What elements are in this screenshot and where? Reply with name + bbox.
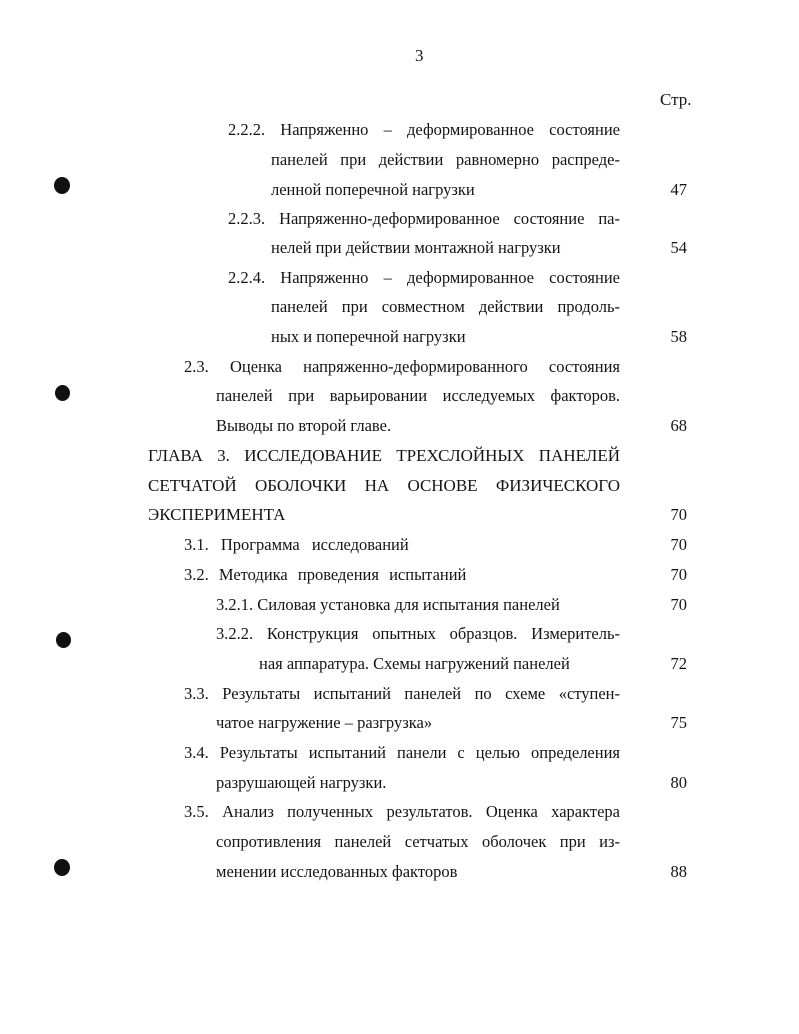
punch-hole-mark xyxy=(54,859,70,876)
chapter-heading-line: ГЛАВА 3. ИССЛЕДОВАНИЕ ТРЕХСЛОЙНЫХ ПАНЕЛЕЙ xyxy=(148,446,620,465)
toc-line: 3.3. Результаты испытаний панелей по схеме «ступен- xyxy=(184,684,620,703)
toc-line: ленной поперечной нагрузки xyxy=(271,180,475,199)
page-column-label: Стр. xyxy=(660,90,692,109)
toc-page-number: 70 xyxy=(670,505,687,524)
toc-line: 3.2.1. Силовая установка для испытания панелей xyxy=(216,595,560,614)
toc-page-number: 54 xyxy=(670,238,687,257)
toc-line: разрушающей нагрузки. xyxy=(216,773,387,792)
toc-line: менении исследованных факторов xyxy=(216,862,458,881)
punch-hole-mark xyxy=(54,177,70,194)
toc-page-number: 70 xyxy=(670,535,687,554)
toc-page-number: 70 xyxy=(670,565,687,584)
toc-line: 2.2.3. Напряженно-деформированное состояние па- xyxy=(228,209,620,228)
page-number: 3 xyxy=(415,46,424,65)
toc-line: нелей при действии монтажной нагрузки xyxy=(271,238,561,257)
toc-line: 3.2.2. Конструкция опытных образцов. Измеритель- xyxy=(216,624,620,643)
toc-line: Выводы по второй главе. xyxy=(216,416,392,435)
chapter-heading-line: ЭКСПЕРИМЕНТА xyxy=(148,505,286,524)
toc-page-number: 68 xyxy=(670,416,687,435)
toc-page-number: 88 xyxy=(670,862,687,881)
toc-line: 2.2.2. Напряженно – деформированное состояние xyxy=(228,120,620,139)
toc-line: 2.2.4. Напряженно – деформированное состояние xyxy=(228,268,620,287)
toc-line: 2.3. Оценка напряженно-деформированного состояния xyxy=(184,357,620,376)
toc-line: 3.5. Анализ полученных результатов. Оценка характера xyxy=(184,802,620,821)
toc-line: ных и поперечной нагрузки xyxy=(271,327,466,346)
toc-line: панелей при варьировании исследуемых факторов. xyxy=(216,386,620,405)
punch-hole-mark xyxy=(56,632,71,648)
punch-hole-mark xyxy=(55,385,70,401)
toc-line: 3.2. Методика проведения испытаний xyxy=(184,565,467,584)
toc-line: 3.1. Программа исследований xyxy=(184,535,409,554)
toc-line: панелей при совместном действии продоль- xyxy=(271,297,620,316)
toc-line: 3.4. Результаты испытаний панели с целью определения xyxy=(184,743,620,762)
toc-line: чатое нагружение – разгрузка» xyxy=(216,713,433,732)
chapter-heading-line: СЕТЧАТОЙ ОБОЛОЧКИ НА ОСНОВЕ ФИЗИЧЕСКОГО xyxy=(148,476,620,495)
toc-page-number: 80 xyxy=(670,773,687,792)
toc-line: панелей при действии равномерно распреде- xyxy=(271,150,620,169)
toc-page-number: 70 xyxy=(670,595,687,614)
toc-line: сопротивления панелей сетчатых оболочек при из- xyxy=(216,832,620,851)
toc-page-number: 58 xyxy=(670,327,687,346)
toc-line: ная аппаратура. Схемы нагружений панелей xyxy=(259,654,570,673)
toc-page-number: 47 xyxy=(670,180,687,199)
toc-page-number: 75 xyxy=(670,713,687,732)
toc-page-number: 72 xyxy=(670,654,687,673)
